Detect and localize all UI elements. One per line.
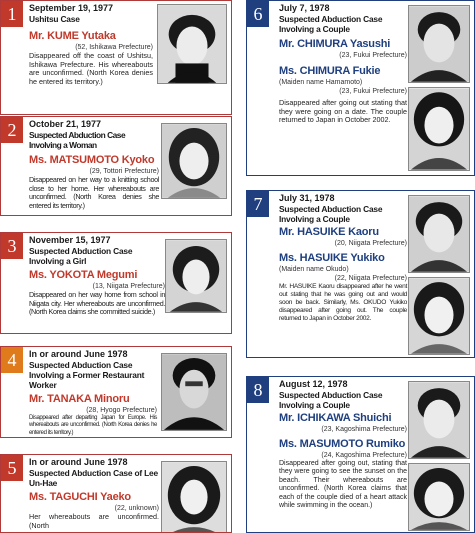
victim-prefecture-2: (24, Kagoshima Prefecture) (321, 452, 407, 459)
victim-photo-1 (408, 195, 470, 273)
case-description: Disappeared after going out, stating that they were going to see the sunset on the beach. Their whereabouts are unconfirmed. (North Korea claims that each of the couple died of a heart attack while swimming in the ocean.) (279, 460, 407, 510)
victim-photo-2 (408, 87, 470, 171)
case-date: October 21, 1977 (29, 119, 102, 129)
case-card-2 (0, 116, 232, 216)
victim-photo (161, 123, 227, 199)
victim-photo-1 (408, 381, 470, 459)
victim-prefecture: (29, Tottori Prefecture) (89, 168, 159, 175)
case-date: November 15, 1977 (29, 235, 111, 245)
maiden-name: (Maiden name Okudo) (279, 266, 349, 273)
case-type: Suspected Abduction Case Involving a Couple (279, 390, 383, 410)
victim-photo-2 (408, 463, 470, 531)
victim-name-2: Ms. CHIMURA Fukie (279, 65, 381, 77)
case-number: 6 (247, 1, 269, 27)
case-number: 7 (247, 191, 269, 217)
case-card-5 (0, 454, 232, 533)
victim-name-1: Mr. CHIMURA Yasushi (279, 38, 391, 50)
victim-name: Ms. YOKOTA Megumi (29, 269, 138, 281)
victim-prefecture: (13, Niigata Prefecture) (92, 283, 165, 290)
case-type: Suspected Abduction Case Involving a Couple (279, 14, 383, 34)
case-date: In or around June 1978 (29, 349, 128, 359)
case-card-6 (246, 0, 475, 176)
case-card-1 (0, 0, 232, 115)
case-type: Suspected Abduction Case Involving a Former Restaurant Worker (29, 360, 145, 390)
case-card-7 (246, 190, 475, 358)
case-location: Ushitsu Case (29, 14, 80, 24)
victim-prefecture-2: (23, Fukui Prefecture) (339, 88, 407, 95)
case-number: 5 (1, 455, 23, 481)
case-number: 3 (1, 233, 23, 259)
case-date: August 12, 1978 (279, 379, 348, 389)
victim-prefecture-1: (23, Kagoshima Prefecture) (321, 426, 407, 433)
victim-photo (165, 239, 227, 313)
case-number: 2 (1, 117, 23, 143)
case-description: Mr. HASUIKE Kaoru disappeared after he went out stating that he was going out and would soon be back. Similarly, Ms. OKUDO Yukiko disappeared after going out. The couple returned to Japan in October 2002. (279, 283, 407, 322)
case-description: Disappeared after departing Japan for Europe. His whereabouts are unconfirmed. (North Korea denies he entered its territory.) (29, 415, 157, 436)
victim-name-2: Ms. MASUMOTO Rumiko (279, 438, 406, 450)
case-card-8 (246, 376, 475, 533)
victim-photo (161, 461, 227, 533)
case-date: In or around June 1978 (29, 457, 128, 467)
case-date: July 31, 1978 (279, 193, 335, 203)
case-description: Disappeared after going out stating that they were going on a date. The couple returned to Japan in October 2002. (279, 98, 407, 125)
victim-name-2: Ms. HASUIKE Yukiko (279, 252, 385, 264)
maiden-name: (Maiden name Hamamoto) (279, 79, 363, 86)
victim-prefecture-1: (23, Fukui Prefecture) (339, 52, 407, 59)
victim-prefecture-1: (20, Niigata Prefecture) (334, 240, 407, 247)
case-date: September 19, 1977 (29, 3, 114, 13)
case-description: Disappeared off the coast of Ushitsu, Ishikawa Prefecture. His whereabouts are unconfirmed. (North Korea denies he entered its territory.) (29, 51, 153, 86)
case-number: 4 (1, 347, 23, 373)
case-type: Suspected Abduction Case Involving a Girl (29, 246, 133, 266)
victim-name: Mr. TANAKA Minoru (29, 393, 130, 405)
case-type: Suspected Abduction Case of Lee Un-Hae (29, 468, 158, 488)
case-date: July 7, 1978 (279, 3, 330, 13)
victim-name: Ms. MATSUMOTO Kyoko (29, 154, 155, 166)
case-number: 1 (1, 1, 23, 27)
victim-prefecture-2: (22, Niigata Prefecture) (334, 275, 407, 282)
victim-photo (161, 353, 227, 431)
case-description: Disappeared on her way to a knitting school close to her home. Her whereabouts are unconfirmed. (North Korea denies she entered its territory.) (29, 175, 159, 210)
victim-prefecture: (28, Hyogo Prefecture) (86, 407, 157, 414)
victim-name: Ms. TAGUCHI Yaeko (29, 491, 131, 503)
victim-photo (157, 4, 227, 84)
case-description: Her whereabouts are unconfirmed. (North (29, 512, 159, 530)
victim-name-1: Mr. HASUIKE Kaoru (279, 226, 379, 238)
case-description: Disappeared on her way home from school in Niigata city. Her whereabouts are unconfirmed. (North Korea claims she committed suicide.) (29, 290, 165, 317)
victim-name: Mr. KUME Yutaka (29, 30, 116, 42)
case-type: Suspected Abduction Case Involving a Couple (279, 204, 383, 224)
victim-prefecture: (22, unknown) (114, 505, 159, 512)
victim-photo-2 (408, 277, 470, 355)
case-number: 8 (247, 377, 269, 403)
case-card-3 (0, 232, 232, 334)
case-type: Suspected Abduction Case Involving a Woman (29, 130, 126, 150)
victim-photo-1 (408, 5, 470, 83)
victim-prefecture: (52, Ishikawa Prefecture) (75, 44, 153, 51)
case-card-4 (0, 346, 232, 438)
victim-name-1: Mr. ICHIKAWA Shuichi (279, 412, 392, 424)
